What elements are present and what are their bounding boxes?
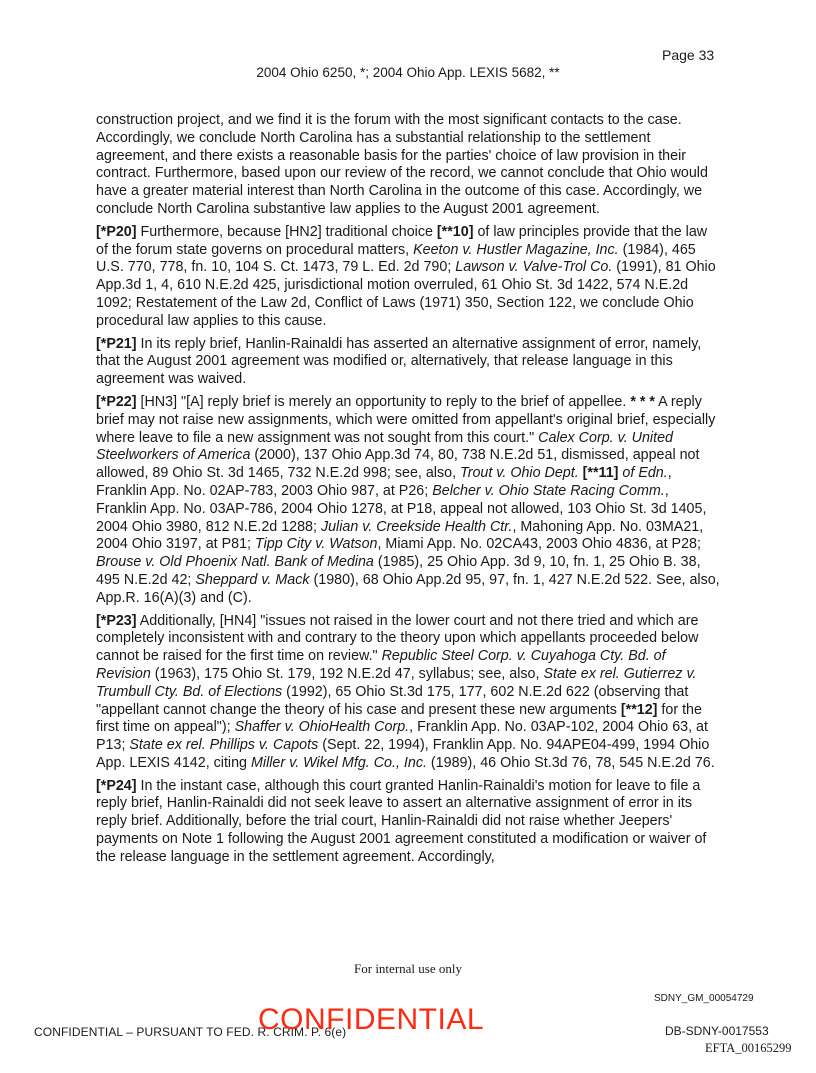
paragraph-text: , Mahoning App. No. 03MA21, 2004 Ohio 3197, at P81; [96, 518, 704, 553]
case-citation: Tipp City v. Watson [254, 536, 378, 553]
case-citation: Trout v. Ohio Dept. [460, 465, 579, 482]
paragraph-text: , Franklin App. No. 03AP-786, 2004 Ohio 1278, at P18, appeal not allowed, 103 Ohio St. 3d 1405, 2004 Ohio 3980, 812 N.E.2d 1288; [96, 482, 707, 535]
opinion-paragraph [96, 336, 722, 389]
case-citation: Lawson v. Valve-Trol Co. [455, 259, 613, 276]
paragraph-text: (1991), 81 Ohio App.3d 1, 4, 610 N.E.2d 425, jurisdictional motion overruled, 61 Ohio St. 3d 1422, 574 N.E.2d 1092; Restatement of the Law 2d, Conflict of Laws (1971) 350, Section 122, we conclude Ohio procedural law applies to this cause. [96, 259, 716, 329]
pin-cite-marker: [*P23] [96, 612, 137, 629]
case-citation: Belcher v. Ohio State Racing Comm. [432, 482, 665, 499]
paragraph-text: In the instant case, although this court granted Hanlin-Rainaldi's motion for leave to file a reply brief, Hanlin-Rainaldi did not seek leave to assert an alternative assignment of error in its reply brief. Additionally, before the trial court, Hanlin-Rainaldi did not raise whether Jeepers' payments on Note 1 following the August 2001 agreement constituted a modification or waiver of the release language in the settlement agreement. Accordingly, [96, 777, 707, 865]
pin-cite-marker: * * * [630, 393, 655, 410]
opinion-paragraph [96, 112, 722, 219]
paragraph-text: for the first time on appeal"); [96, 701, 702, 736]
case-citation: State ex rel. Gutierrez v. Trumbull Cty. Bd. of Elections [96, 665, 697, 700]
paragraph-text: , Franklin App. No. 02AP-783, 2003 Ohio 987, at P26; [96, 465, 672, 499]
efta-number: EFTA_00165299 [705, 1041, 792, 1055]
pin-cite-marker: [*P24] [96, 777, 137, 794]
pin-cite-marker: [**10] [436, 223, 474, 240]
confidential-stamp: CONFIDENTIAL [258, 1003, 485, 1036]
opinion-paragraph [96, 613, 722, 773]
pin-cite-marker: [*P22] [96, 393, 137, 410]
paragraph-text: (1984), 465 U.S. 770, 778, fn. 10, 104 S. Ct. 1473, 79 L. Ed. 2d 790; [96, 241, 696, 276]
confidentiality-legend: CONFIDENTIAL – PURSUANT TO FED. R. CRIM. P. 6(e) [34, 1025, 347, 1039]
pin-cite-marker: [*P20] [96, 223, 137, 240]
paragraph-text: of law principles provide that the law of the forum state governs on procedural matters, [96, 223, 708, 258]
paragraph-text: In its reply brief, Hanlin-Rainaldi has asserted an alternative assignment of error, namely, that the August 2001 agreement was modified or, alternatively, that release language in this agreement was waived. [96, 335, 702, 388]
running-head-citation: 2004 Ohio 6250, *; 2004 Ohio App. LEXIS 5682, ** [256, 65, 560, 80]
case-citation: Keeton v. Hustler Magazine, Inc. [413, 241, 619, 258]
paragraph-text: (1992), 65 Ohio St.3d 175, 177, 602 N.E.2d 622 (observing that "appellant cannot change the theory of his case and present these new arguments [96, 683, 689, 718]
paragraph-text: Additionally, [HN4] "issues not raised in the lower court and not there tried and which are completely inconsistent with and contrary to the theory upon which appellants proceeded below cannot be raised for the first time on review." [96, 612, 699, 665]
page-number: Page 33 [662, 47, 715, 63]
case-citation: Shaffer v. OhioHealth Corp. [234, 719, 410, 736]
opinion-body [96, 112, 722, 872]
paragraph-text: (1980), 68 Ohio App.2d 95, 97, fn. 1, 427 N.E.2d 522. See, also, App.R. 16(A)(3) and (C). [96, 571, 720, 606]
paragraph-text: (1989), 46 Ohio St.3d 76, 78, 545 N.E.2d 76. [426, 754, 715, 771]
paragraph-text: A reply brief may not raise new assignments, which were omitted from appellant's original brief, especially where leave to file a new assignment was not sought from this court." [96, 393, 716, 446]
case-citation: Calex Corp. v. United Steelworkers of America [96, 429, 673, 464]
case-citation: of Edn. [622, 465, 668, 482]
paragraph-text: (Sept. 22, 1994), Franklin App. No. 94APE04-499, 1994 Ohio App. LEXIS 4142, citing [96, 737, 710, 771]
case-citation: Miller v. Wikel Mfg. Co., Inc. [250, 754, 427, 771]
opinion-paragraph [96, 224, 722, 331]
paragraph-text: , Franklin App. No. 03AP-102, 2004 Ohio 63, at P13; [96, 719, 708, 754]
case-citation: Brouse v. Old Phoenix Natl. Bank of Medina [96, 554, 374, 571]
paragraph-text: (2000), 137 Ohio App.3d 74, 80, 738 N.E.2d 51, dismissed, appeal not allowed, 89 Ohio St. 3d 1465, 732 N.E.2d 998; see, also, [96, 447, 700, 482]
paragraph-text: construction project, and we find it is the forum with the most significant contacts to the case. Accordingly, we conclude North Carolina has a substantial relationship to the settlement agreement, and there exists a reasonable basis for the parties' choice of law provision in their contract. Furthermore, based upon our review of the record, we cannot conclude that Ohio would have a greater material interest than North Carolina in the outcome of this case. Accordingly, we conclude North Carolina substantive law applies to the August 2001 agreement. [96, 112, 708, 217]
pin-cite-marker: [**12] [620, 701, 658, 718]
case-citation: Julian v. Creekside Health Ctr. [320, 518, 513, 535]
internal-use-note: For internal use only [354, 961, 462, 976]
pin-cite-marker: [*P21] [96, 335, 137, 352]
paragraph-text: , Miami App. No. 02CA43, 2003 Ohio 4836, at P28; [377, 536, 701, 553]
paragraph-text: (1963), 175 Ohio St. 179, 192 N.E.2d 47, syllabus; see, also, [150, 665, 544, 682]
case-citation: State ex rel. Phillips v. Capots [129, 737, 319, 754]
opinion-paragraph [96, 394, 722, 608]
opinion-paragraph [96, 778, 722, 867]
bates-number-sdny-gm: SDNY_GM_00054729 [654, 993, 754, 1004]
paragraph-text: Furthermore, because [HN2] traditional choice [136, 223, 437, 240]
case-citation: Sheppard v. Mack [195, 571, 310, 588]
paragraph-text: [HN3] "[A] reply brief is merely an opportunity to reply to the brief of appellee. [136, 393, 631, 410]
bates-number-db-sdny: DB-SDNY-0017553 [665, 1024, 769, 1038]
pin-cite-marker: [**11] [582, 465, 619, 482]
case-citation: Republic Steel Corp. v. Cuyahoga Cty. Bd. of Revision [96, 648, 666, 682]
paragraph-text: (1985), 25 Ohio App. 3d 9, 10, fn. 1, 25 Ohio B. 38, 495 N.E.2d 42; [96, 554, 701, 588]
